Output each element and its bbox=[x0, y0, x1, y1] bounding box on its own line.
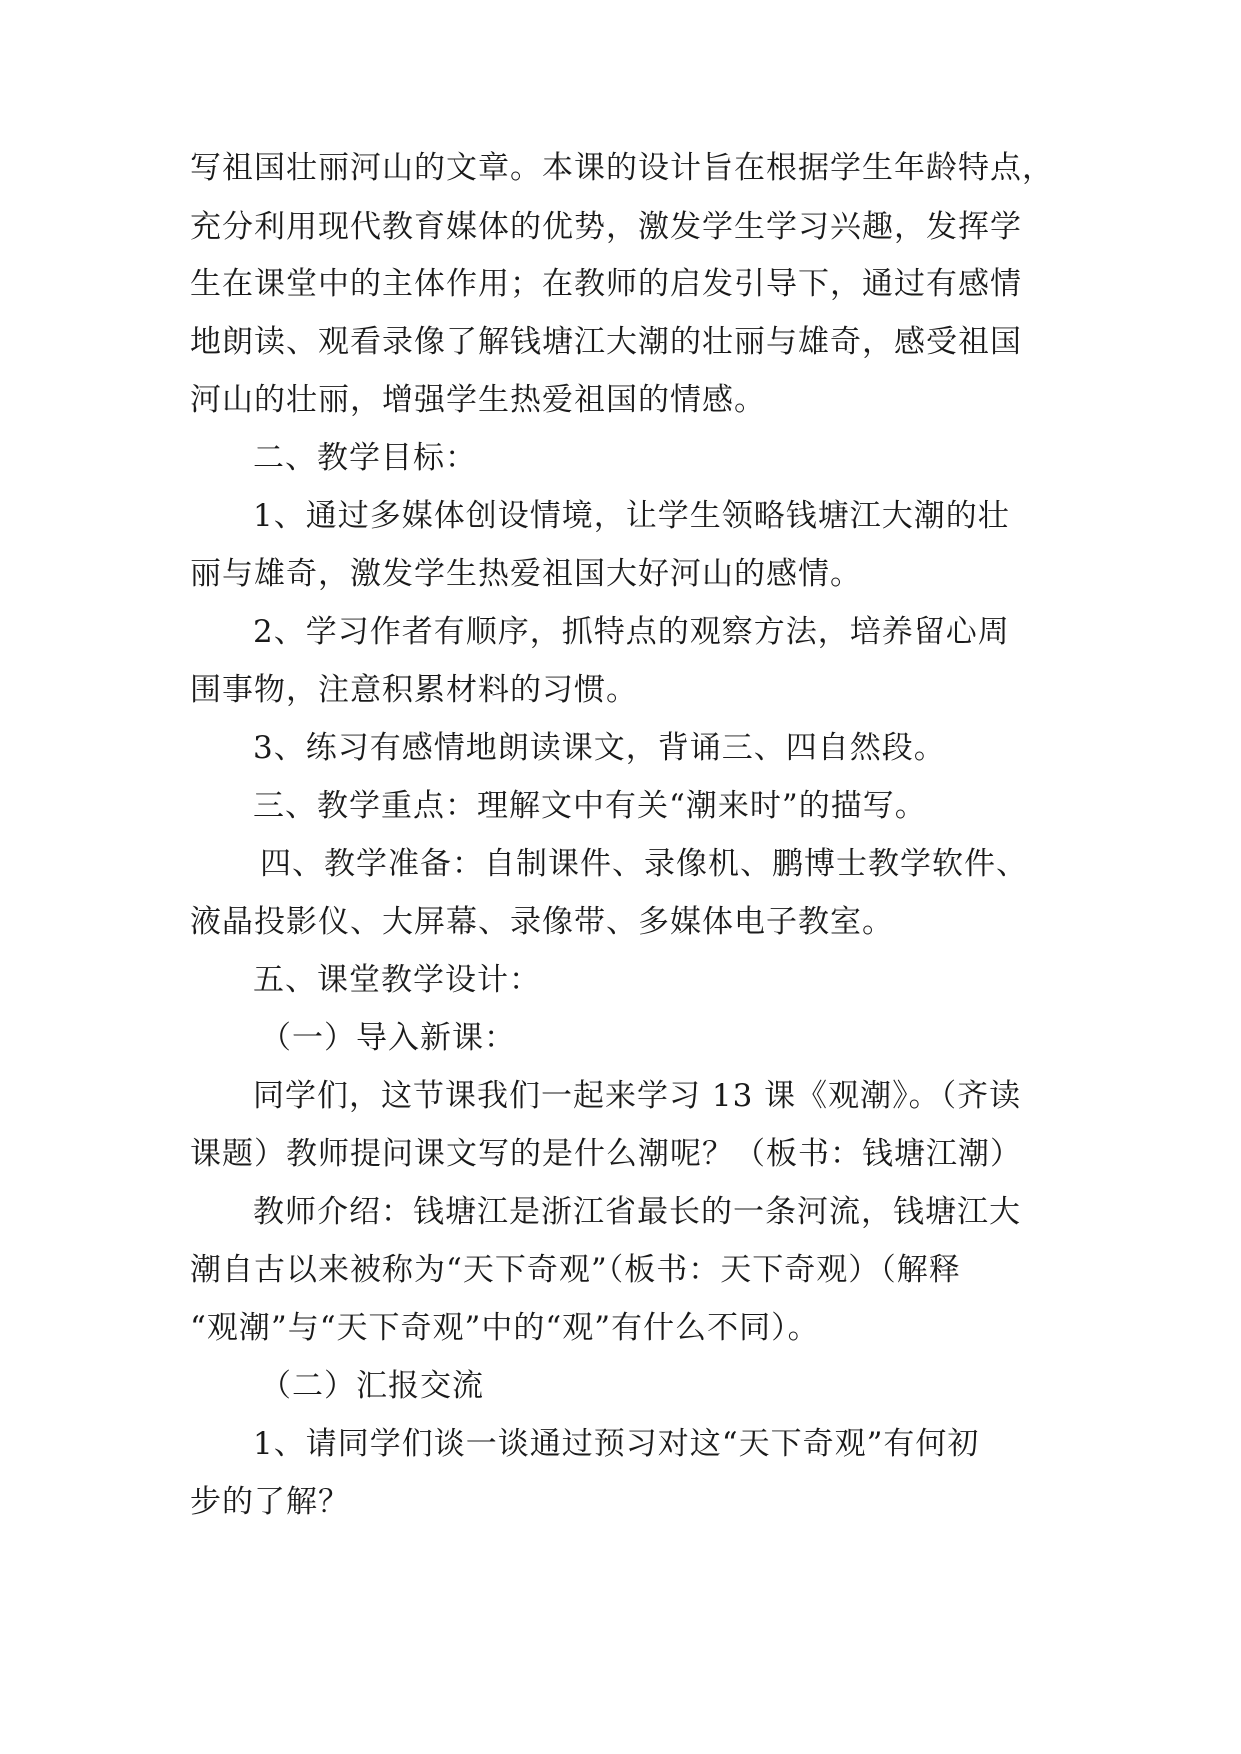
text-line: 步的了解？ bbox=[190, 1484, 350, 1520]
section-heading: 三、教学重点：理解文中有关“潮来时”的描写。 bbox=[253, 788, 927, 824]
text-line: 充分利用现代教育媒体的优势，激发学生学习兴趣，发挥学 bbox=[190, 209, 1022, 245]
text-line: 课题）教师提问课文写的是什么潮呢？（板书：钱塘江潮） bbox=[190, 1136, 1022, 1172]
text-line: 2、学习作者有顺序，抓特点的观察方法，培养留心周 bbox=[253, 614, 1010, 650]
section-heading: 五、课堂教学设计： bbox=[253, 962, 541, 998]
section-heading: 四、教学准备：自制课件、录像机、鹏博士教学软件、 bbox=[260, 846, 1028, 882]
text-line: 围事物，注意积累材料的习惯。 bbox=[190, 672, 638, 708]
subsection-heading: （二）汇报交流 bbox=[260, 1368, 484, 1404]
text-line: 生在课堂中的主体作用；在教师的启发引导下，通过有感情 bbox=[190, 266, 1022, 302]
text-line: 1、通过多媒体创设情境，让学生领略钱塘江大潮的壮 bbox=[253, 498, 1010, 534]
text-line: 潮自古以来被称为“天下奇观”（板书：天下奇观）（解释 bbox=[190, 1252, 961, 1288]
section-heading: 二、教学目标： bbox=[253, 440, 477, 476]
text-line: 教师介绍：钱塘江是浙江省最长的一条河流，钱塘江大 bbox=[253, 1194, 1021, 1230]
subsection-heading: （一）导入新课： bbox=[260, 1020, 516, 1056]
text-line: 写祖国壮丽河山的文章。本课的设计旨在根据学生年龄特点， bbox=[190, 150, 1054, 186]
text-line: 液晶投影仪、大屏幕、录像带、多媒体电子教室。 bbox=[190, 904, 894, 940]
text-line: 3、练习有感情地朗读课文，背诵三、四自然段。 bbox=[253, 730, 946, 766]
text-line: 河山的壮丽，增强学生热爱祖国的情感。 bbox=[190, 382, 766, 418]
text-line: 地朗读、观看录像了解钱塘江大潮的壮丽与雄奇，感受祖国 bbox=[190, 324, 1022, 360]
text-line: 同学们，这节课我们一起来学习 13 课《观潮》。（齐读 bbox=[253, 1078, 1022, 1114]
text-line: 丽与雄奇，激发学生热爱祖国大好河山的感情。 bbox=[190, 556, 862, 592]
text-line: 1、请同学们谈一谈通过预习对这“天下奇观”有何初 bbox=[253, 1426, 980, 1462]
text-line: “观潮”与“天下奇观”中的“观”有什么不同）。 bbox=[190, 1310, 820, 1346]
